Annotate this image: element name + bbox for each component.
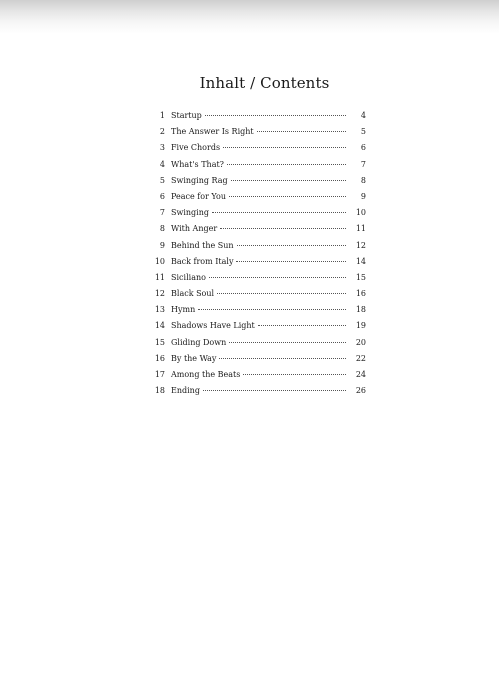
dot-leader	[212, 212, 346, 213]
dot-leader	[229, 342, 346, 343]
toc-entry	[150, 367, 366, 383]
page-number: 19	[355, 321, 366, 331]
page-number: 22	[355, 353, 366, 363]
track-title: Swinging	[171, 208, 209, 218]
track-title: By the Way	[171, 353, 217, 363]
page-number: 9	[360, 191, 366, 201]
page-number: 16	[355, 289, 366, 299]
page-number: 10	[355, 208, 366, 218]
toc-entry	[150, 173, 366, 189]
toc-entry	[150, 157, 366, 173]
dot-leader	[257, 131, 346, 132]
dot-leader	[237, 245, 346, 246]
track-title: Five Chords	[171, 143, 221, 153]
toc-entry	[150, 124, 366, 140]
page-number: 8	[360, 175, 366, 185]
track-title: Behind the Sun	[171, 240, 234, 250]
toc-entry	[150, 108, 366, 124]
toc-entry	[150, 189, 366, 205]
toc-entry	[150, 302, 366, 318]
dot-leader	[258, 325, 346, 326]
page-number: 11	[355, 224, 366, 234]
track-title: Siciliano	[171, 272, 206, 282]
track-number: 4	[159, 159, 165, 169]
track-title: Hymn	[171, 305, 196, 315]
dot-leader	[220, 228, 346, 229]
toc-entry	[150, 254, 366, 270]
dot-leader	[236, 261, 346, 262]
toc-entry	[150, 335, 366, 351]
track-title: What's That?	[171, 159, 224, 169]
track-number: 13	[154, 305, 165, 315]
track-number: 8	[159, 224, 165, 234]
track-number: 6	[159, 191, 165, 201]
dot-leader	[227, 164, 346, 165]
page-number: 14	[355, 256, 366, 266]
page-number: 12	[355, 240, 366, 250]
toc-entry	[150, 205, 366, 221]
track-number: 1	[159, 111, 165, 120]
toc-entry	[150, 318, 366, 334]
track-number: 9	[159, 240, 165, 250]
track-number: 5	[159, 175, 165, 185]
track-title: Startup	[171, 111, 202, 120]
dot-leader	[229, 196, 346, 197]
toc-entry	[150, 286, 366, 302]
toc-entry	[150, 351, 366, 367]
page-number: 4	[360, 111, 366, 120]
page-number: 26	[355, 386, 366, 396]
track-title: Among the Beats	[171, 370, 241, 379]
track-number: 7	[159, 208, 165, 218]
page-number: 6	[360, 143, 366, 153]
toc-entry	[150, 140, 366, 156]
track-number: 12	[154, 289, 165, 299]
track-title: Gliding Down	[171, 337, 227, 347]
viewer-top-shadow	[0, 0, 499, 34]
track-title: Back from Italy	[171, 256, 234, 266]
track-number: 14	[154, 321, 165, 331]
track-title: Peace for You	[171, 191, 226, 201]
track-title: Ending	[171, 386, 200, 396]
dot-leader	[219, 358, 346, 359]
page-number: 24	[355, 370, 366, 379]
page-number: 15	[355, 272, 366, 282]
dot-leader	[198, 309, 346, 310]
track-number: 11	[154, 272, 165, 282]
dot-leader	[231, 180, 346, 181]
toc-entry	[150, 221, 366, 237]
track-number: 18	[154, 386, 165, 396]
track-title: With Anger	[171, 224, 218, 234]
dot-leader	[205, 115, 346, 116]
track-number: 17	[154, 370, 165, 379]
table-of-contents	[150, 108, 366, 399]
track-number: 2	[159, 127, 165, 137]
dot-leader	[223, 147, 346, 148]
track-title: The Answer Is Right	[171, 127, 254, 137]
page-title: Inhalt / Contents	[199, 74, 330, 92]
dot-leader	[209, 277, 346, 278]
track-title: Swinging Rag	[171, 175, 228, 185]
toc-entry	[150, 383, 366, 399]
track-number: 16	[154, 353, 165, 363]
page-number: 20	[355, 337, 366, 347]
page-number: 5	[360, 127, 366, 137]
track-number: 10	[154, 256, 165, 266]
dot-leader	[217, 293, 346, 294]
track-title: Shadows Have Light	[171, 321, 255, 331]
page-number: 18	[355, 305, 366, 315]
toc-entry	[150, 270, 366, 286]
toc-entry	[150, 238, 366, 254]
dot-leader	[203, 390, 346, 391]
dot-leader	[243, 374, 346, 375]
track-title: Black Soul	[171, 289, 215, 299]
track-number: 15	[154, 337, 165, 347]
track-number: 3	[159, 143, 165, 153]
page-number: 7	[360, 159, 366, 169]
